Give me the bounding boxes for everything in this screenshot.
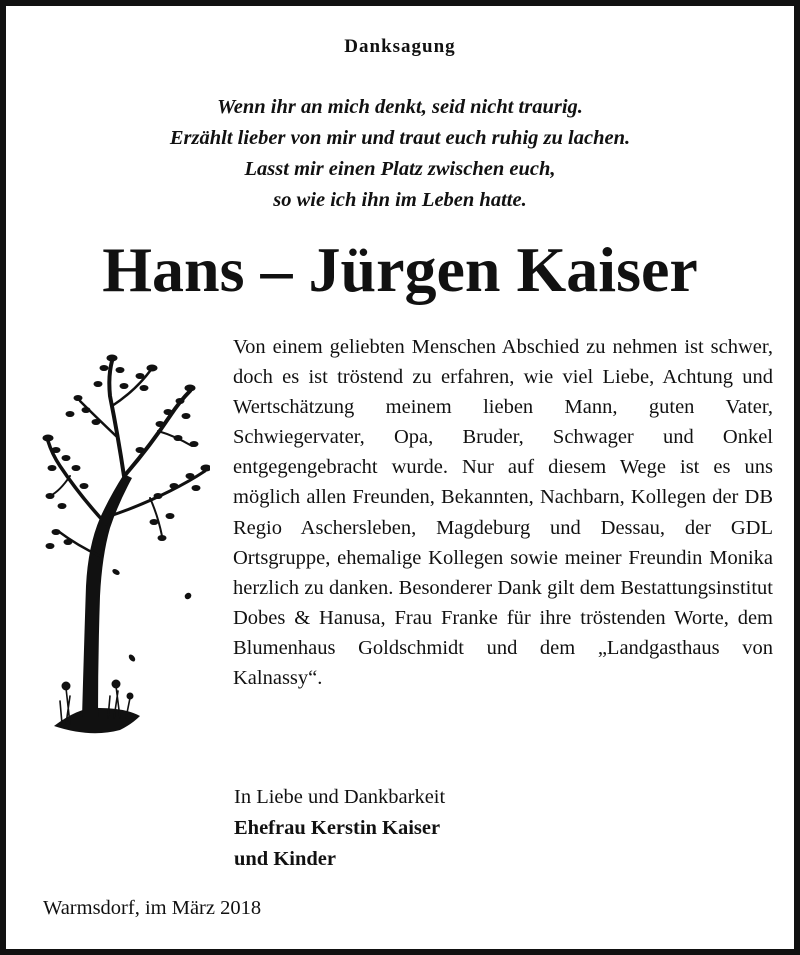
deceased-name: Hans – Jürgen Kaiser: [102, 234, 698, 305]
memorial-poem: [6, 92, 794, 216]
poem-line: Wenn ihr an mich denkt, seid nicht traurig.: [217, 96, 583, 118]
closing-family: und Kinder: [234, 848, 336, 870]
poem-line: Lasst mir einen Platz zwischen euch,: [244, 158, 556, 180]
poem-line: Erzählt lieber von mir und traut euch ruhig zu lachen.: [169, 127, 631, 149]
closing-signer: Ehefrau Kerstin Kaiser: [234, 817, 441, 839]
tree-icon: [40, 346, 210, 746]
closing-intro: In Liebe und Dankbarkeit: [234, 786, 446, 808]
notice-heading: Danksagung: [344, 36, 456, 57]
thank-you-text: Von einem geliebten Menschen Abschied zu nehmen ist schwer, doch es ist tröstend zu erfahren, wie viel Liebe, Achtung und Wertschätzung meinem lieben Mann, guten Vater, Schwiegervater, Opa, Bruder, Schwager und Onkel entgegengebracht wurde. Nur auf diesem Wege ist es uns möglich allen Freunden, Bekannten, Nachbarn, Kollegen der DB Regio Aschersleben, Magdeburg und Dessau, der GDL Ortsgruppe, ehemalige Kollegen sowie meiner Freundin Monika herzlich zu danken. Besonderer Dank gilt dem Bestattungsinstitut Dobes & Hanusa, Frau Franke für ihre tröstenden Worte, dem Blumenhaus Goldschmidt und dem „Landgasthaus von Kalnassy“.: [233, 336, 773, 690]
place-date: Warmsdorf, im März 2018: [43, 897, 262, 919]
closing-block: [234, 782, 445, 875]
poem-line: so wie ich ihn im Leben hatte.: [273, 189, 527, 211]
